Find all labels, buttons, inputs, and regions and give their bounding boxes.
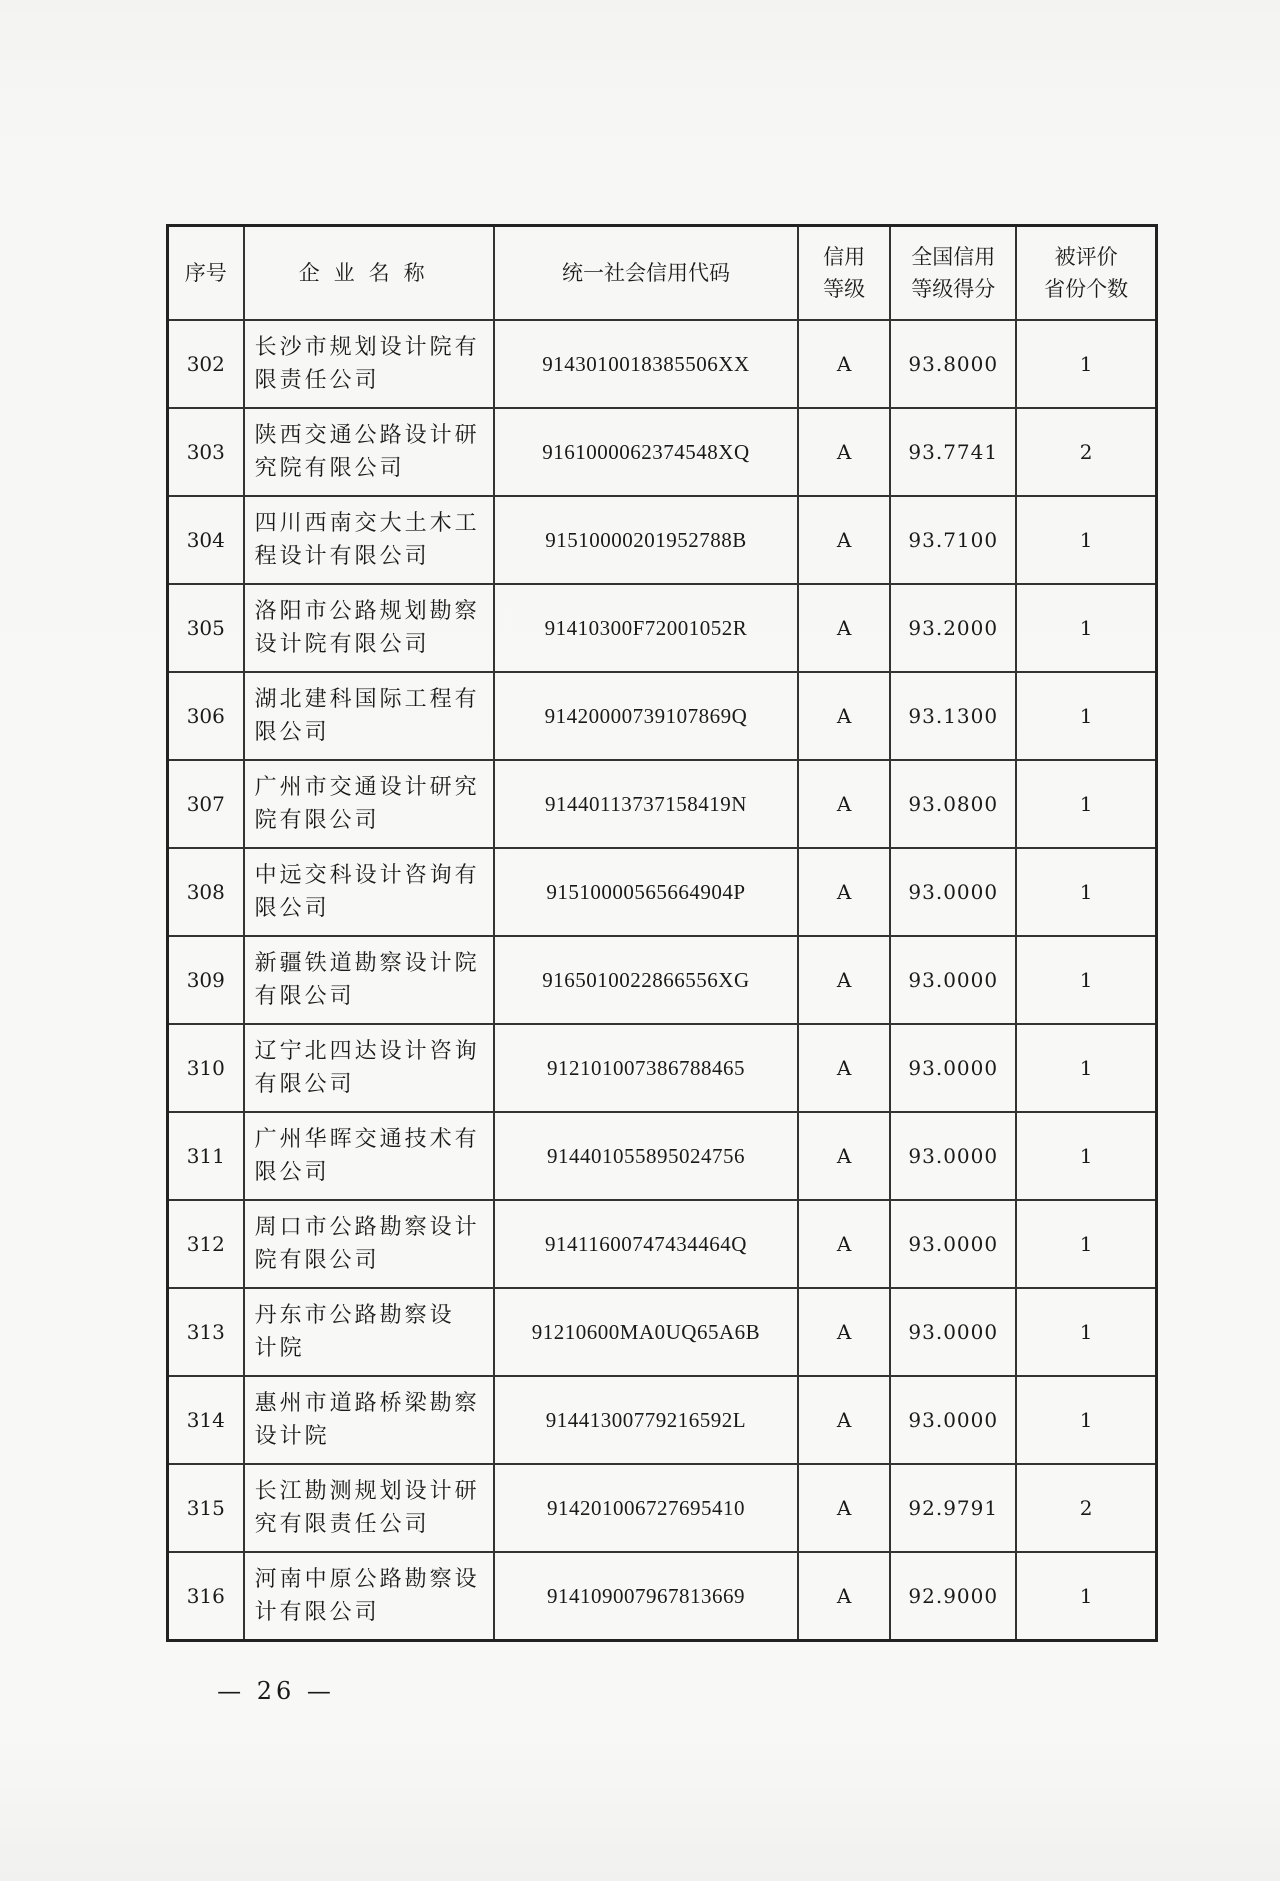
company-name-line2: 有限公司: [254, 984, 355, 1009]
cell-national-score: 92.9791: [890, 1464, 1016, 1552]
company-name-line1: 四川西南交大土木工: [254, 511, 480, 536]
cell-credit-code: 914109007967813669: [494, 1552, 798, 1641]
cell-national-score: 93.8000: [890, 320, 1016, 408]
header-credit-grade-line2: 等级: [823, 277, 866, 301]
cell-credit-grade: A: [798, 936, 890, 1024]
cell-credit-grade: A: [798, 496, 890, 584]
cell-credit-grade: A: [798, 1376, 890, 1464]
cell-province-count: 1: [1016, 1200, 1156, 1288]
table-row: [168, 496, 1157, 584]
cell-serial-number: 305: [168, 584, 244, 672]
table-row: [168, 1112, 1157, 1200]
company-name-line2: 限公司: [254, 896, 330, 921]
cell-province-count: 1: [1016, 1552, 1156, 1641]
company-name-line1: 洛阳市公路规划勘察: [254, 599, 480, 624]
cell-serial-number: 312: [168, 1200, 244, 1288]
cell-credit-grade: A: [798, 1024, 890, 1112]
cell-serial-number: 302: [168, 320, 244, 408]
cell-company-name: [244, 1464, 494, 1552]
cell-credit-code: 91410300F72001052R: [494, 584, 798, 672]
table-row: [168, 1024, 1157, 1112]
cell-credit-code: 914401055895024756: [494, 1112, 798, 1200]
company-name-line2: 院有限公司: [254, 1248, 380, 1273]
cell-credit-code: 91510000565664904P: [494, 848, 798, 936]
table-header-row: [168, 226, 1157, 321]
cell-national-score: 93.2000: [890, 584, 1016, 672]
header-national-score: [890, 226, 1016, 321]
company-name-line1: 陕西交通公路设计研: [254, 423, 480, 448]
cell-credit-code: 91441300779216592L: [494, 1376, 798, 1464]
company-name-line1: 中远交科设计咨询有: [254, 863, 480, 888]
cell-serial-number: 304: [168, 496, 244, 584]
cell-credit-code: 912101007386788465: [494, 1024, 798, 1112]
cell-province-count: 1: [1016, 848, 1156, 936]
cell-credit-code: 91420000739107869Q: [494, 672, 798, 760]
table-row: [168, 1288, 1157, 1376]
cell-company-name: [244, 1552, 494, 1641]
cell-company-name: [244, 1112, 494, 1200]
cell-serial-number: 316: [168, 1552, 244, 1641]
company-name-line2: 限公司: [254, 1160, 330, 1185]
table-row: [168, 320, 1157, 408]
cell-serial-number: 315: [168, 1464, 244, 1552]
cell-company-name: [244, 320, 494, 408]
table-body: [168, 320, 1157, 1641]
cell-province-count: 1: [1016, 936, 1156, 1024]
header-serial-number: 序号: [168, 226, 244, 321]
table-row: [168, 936, 1157, 1024]
company-name-line1: 长沙市规划设计院有: [254, 335, 480, 360]
header-province-count-line1: 被评价: [1054, 245, 1118, 269]
company-name-line1: 周口市公路勘察设计: [254, 1215, 480, 1240]
cell-credit-code: 91510000201952788B: [494, 496, 798, 584]
cell-credit-code: 91210600MA0UQ65A6B: [494, 1288, 798, 1376]
cell-serial-number: 309: [168, 936, 244, 1024]
company-name-line2: 有限公司: [254, 1072, 355, 1097]
company-name-line1: 辽宁北四达设计咨询: [254, 1039, 480, 1064]
cell-province-count: 1: [1016, 1112, 1156, 1200]
header-credit-code: 统一社会信用代码: [494, 226, 798, 321]
header-company-name: [244, 226, 494, 321]
table-row: [168, 584, 1157, 672]
cell-serial-number: 307: [168, 760, 244, 848]
company-name-line1: 广州华晖交通技术有: [254, 1127, 480, 1152]
company-name-line2: 究院有限公司: [254, 456, 405, 481]
cell-company-name: [244, 760, 494, 848]
table-row: [168, 408, 1157, 496]
table-row: [168, 1200, 1157, 1288]
company-name-line1: 广州市交通设计研究: [254, 775, 480, 800]
header-province-count-line2: 省份个数: [1044, 277, 1129, 301]
cell-serial-number: 310: [168, 1024, 244, 1112]
cell-national-score: 92.9000: [890, 1552, 1016, 1641]
cell-province-count: 1: [1016, 320, 1156, 408]
cell-province-count: 1: [1016, 584, 1156, 672]
cell-serial-number: 311: [168, 1112, 244, 1200]
cell-credit-grade: A: [798, 1552, 890, 1641]
cell-province-count: 2: [1016, 1464, 1156, 1552]
cell-credit-grade: A: [798, 408, 890, 496]
cell-company-name: [244, 1376, 494, 1464]
company-name-line1: 长江勘测规划设计研: [254, 1479, 480, 1504]
cell-serial-number: 313: [168, 1288, 244, 1376]
company-name-line1: 丹东市公路勘察设: [254, 1303, 455, 1328]
company-name-line2: 究有限责任公司: [254, 1512, 430, 1537]
cell-province-count: 1: [1016, 1024, 1156, 1112]
cell-serial-number: 308: [168, 848, 244, 936]
header-company-name-text: 企业名称: [298, 261, 439, 285]
cell-serial-number: 314: [168, 1376, 244, 1464]
cell-province-count: 1: [1016, 672, 1156, 760]
cell-company-name: [244, 496, 494, 584]
cell-province-count: 2: [1016, 408, 1156, 496]
cell-credit-grade: A: [798, 1288, 890, 1376]
cell-company-name: [244, 936, 494, 1024]
table-row: [168, 1464, 1157, 1552]
cell-company-name: [244, 1288, 494, 1376]
cell-province-count: 1: [1016, 496, 1156, 584]
company-name-line2: 计有限公司: [254, 1600, 380, 1625]
cell-national-score: 93.0000: [890, 936, 1016, 1024]
cell-credit-code: 91440113737158419N: [494, 760, 798, 848]
cell-serial-number: 306: [168, 672, 244, 760]
cell-credit-code: 91411600747434464Q: [494, 1200, 798, 1288]
company-name-line2: 设计院有限公司: [254, 632, 430, 657]
header-credit-grade-line1: 信用: [823, 245, 866, 269]
cell-national-score: 93.0000: [890, 1376, 1016, 1464]
cell-credit-grade: A: [798, 760, 890, 848]
company-name-line2: 限责任公司: [254, 368, 380, 393]
table-row: [168, 1376, 1157, 1464]
cell-credit-code: 914201006727695410: [494, 1464, 798, 1552]
cell-province-count: 1: [1016, 1288, 1156, 1376]
table-row: [168, 848, 1157, 936]
cell-national-score: 93.0800: [890, 760, 1016, 848]
cell-province-count: 1: [1016, 1376, 1156, 1464]
cell-credit-grade: A: [798, 584, 890, 672]
table-row: [168, 672, 1157, 760]
cell-national-score: 93.0000: [890, 1288, 1016, 1376]
cell-company-name: [244, 672, 494, 760]
cell-national-score: 93.7741: [890, 408, 1016, 496]
cell-national-score: 93.0000: [890, 1024, 1016, 1112]
cell-serial-number: 303: [168, 408, 244, 496]
cell-national-score: 93.0000: [890, 1200, 1016, 1288]
cell-company-name: [244, 848, 494, 936]
cell-credit-code: 9143010018385506XX: [494, 320, 798, 408]
cell-national-score: 93.0000: [890, 848, 1016, 936]
company-name-line1: 惠州市道路桥梁勘察: [254, 1391, 480, 1416]
header-national-score-line1: 全国信用: [911, 245, 996, 269]
header-national-score-line2: 等级得分: [911, 277, 996, 301]
company-name-line1: 湖北建科国际工程有: [254, 687, 480, 712]
cell-company-name: [244, 584, 494, 672]
credit-rating-table: [166, 224, 1158, 1642]
header-province-count: [1016, 226, 1156, 321]
cell-national-score: 93.0000: [890, 1112, 1016, 1200]
cell-company-name: [244, 1200, 494, 1288]
company-name-line2: 院有限公司: [254, 808, 380, 833]
cell-credit-grade: A: [798, 1464, 890, 1552]
cell-province-count: 1: [1016, 760, 1156, 848]
cell-credit-grade: A: [798, 848, 890, 936]
cell-credit-grade: A: [798, 672, 890, 760]
cell-national-score: 93.1300: [890, 672, 1016, 760]
table-row: [168, 1552, 1157, 1641]
company-name-line1: 河南中原公路勘察设: [254, 1567, 480, 1592]
cell-credit-code: 9161000062374548XQ: [494, 408, 798, 496]
company-name-line2: 设计院: [254, 1424, 330, 1449]
cell-credit-grade: A: [798, 320, 890, 408]
company-name-line2: 限公司: [254, 720, 330, 745]
cell-credit-grade: A: [798, 1112, 890, 1200]
header-credit-grade: [798, 226, 890, 321]
credit-rating-table-container: [166, 224, 1158, 1642]
cell-company-name: [244, 1024, 494, 1112]
cell-credit-grade: A: [798, 1200, 890, 1288]
table-row: [168, 760, 1157, 848]
page-number: — 26 —: [217, 1677, 335, 1705]
company-name-line2: 计院: [254, 1336, 305, 1361]
cell-company-name: [244, 408, 494, 496]
cell-credit-code: 9165010022866556XG: [494, 936, 798, 1024]
company-name-line1: 新疆铁道勘察设计院: [254, 951, 480, 976]
company-name-line2: 程设计有限公司: [254, 544, 430, 569]
cell-national-score: 93.7100: [890, 496, 1016, 584]
